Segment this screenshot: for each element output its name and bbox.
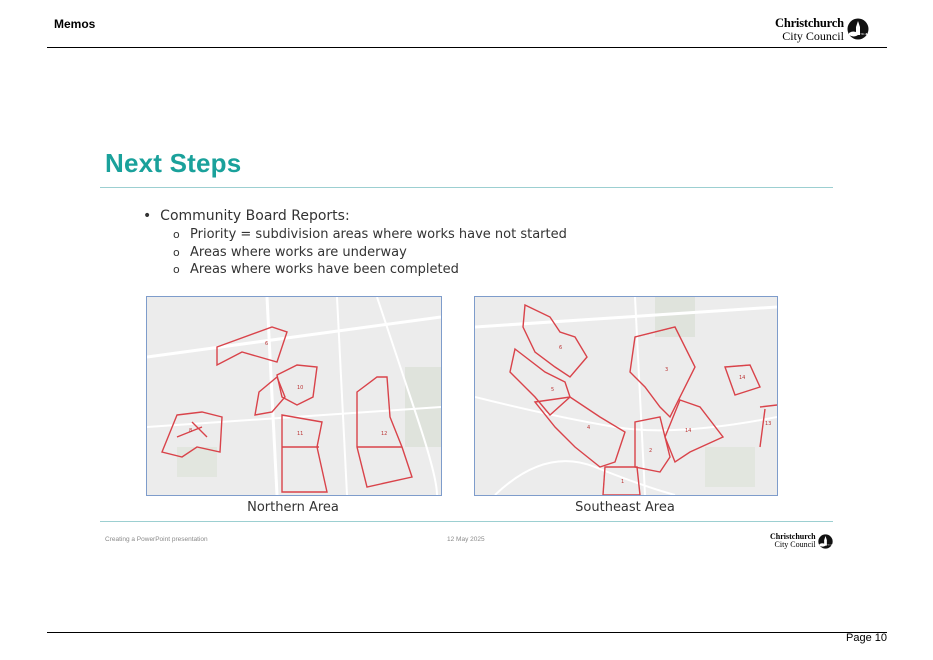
cathedral-emblem-icon: [847, 18, 869, 40]
map-area-label: 12: [381, 431, 388, 437]
header-rule: [47, 47, 887, 48]
map-area-label: 11: [297, 431, 304, 437]
footer-rule: [47, 632, 887, 633]
bullet-main: [143, 208, 350, 224]
circle-bullet-icon: o: [173, 263, 180, 276]
logo-line-1: Christchurch: [770, 532, 816, 541]
map-area-label: 2: [649, 448, 653, 454]
northern-area-map: [146, 296, 442, 496]
sub-bullet: [173, 262, 459, 277]
southeast-area-map: [474, 296, 778, 496]
map-area-label: 10: [297, 385, 304, 391]
logo-line-1: Christchurch: [775, 16, 844, 30]
slide-footer-logo: [770, 533, 833, 549]
title-rule: [100, 187, 833, 188]
sub-bullet: [173, 227, 567, 242]
southeast-map-graphic: [475, 297, 777, 495]
bullet-dot-icon: •: [143, 208, 161, 224]
council-logo: [775, 17, 869, 42]
southeast-area-caption: Southeast Area: [575, 500, 675, 515]
slide-footer-date: 12 May 2025: [447, 536, 485, 543]
map-area-label: 3: [665, 367, 669, 373]
map-area-label: 14: [685, 428, 692, 434]
map-area-label: 4: [587, 425, 591, 431]
circle-bullet-icon: o: [173, 228, 180, 241]
map-area-label: 13: [765, 421, 772, 427]
map-area-label: 14: [739, 375, 746, 381]
sub-bullet: [173, 245, 407, 260]
bullet-text: Community Board Reports:: [160, 208, 350, 224]
northern-map-graphic: [147, 297, 441, 495]
map-area-label: 5: [551, 387, 555, 393]
map-area-label: 1: [621, 479, 625, 485]
cathedral-emblem-icon: [818, 534, 833, 549]
sub-bullet-text: Areas where works are underway: [190, 245, 407, 260]
circle-bullet-icon: o: [173, 246, 180, 259]
logo-line-2: City Council: [774, 540, 816, 549]
map-area-label: 8: [189, 428, 193, 434]
page-number: Page 10: [846, 632, 887, 644]
logo-line-2: City Council: [782, 28, 844, 43]
northern-area-caption: Northern Area: [247, 500, 339, 515]
map-area-label: 6: [559, 345, 563, 351]
slide-title: Next Steps: [105, 148, 242, 178]
document-title: Memos: [54, 17, 96, 31]
map-area-label: 6: [265, 341, 269, 347]
slide-footer-text: Creating a PowerPoint presentation: [105, 536, 208, 543]
sub-bullet-text: Areas where works have been completed: [190, 262, 459, 277]
sub-bullet-text: Priority = subdivision areas where works have not started: [190, 227, 567, 242]
slide-footer-rule: [100, 521, 833, 522]
